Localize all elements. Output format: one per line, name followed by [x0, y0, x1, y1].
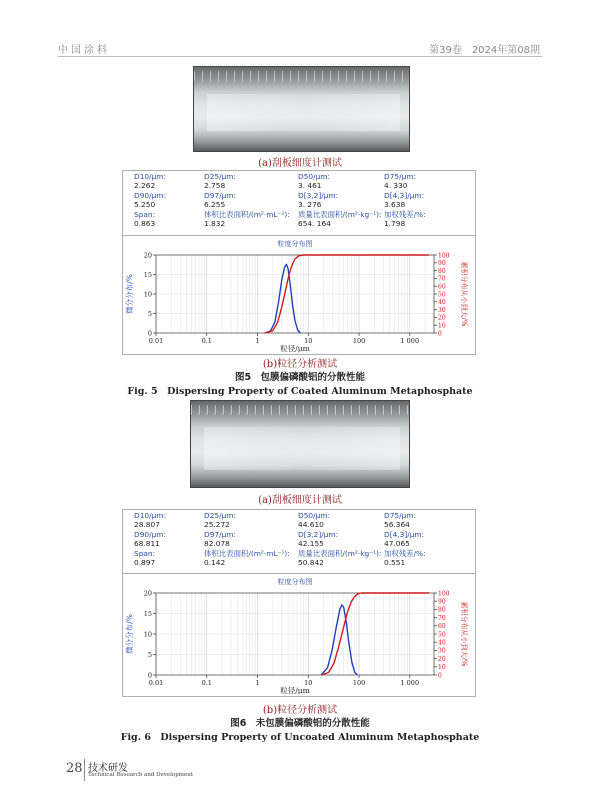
y-tick-label: 0	[147, 329, 152, 338]
gauge-strip	[207, 94, 401, 131]
stat-label: Span:	[134, 210, 156, 219]
stat-value: 6.255	[204, 199, 226, 209]
stat-value: 5.250	[134, 199, 156, 209]
stat-value: 68.811	[134, 538, 160, 548]
x-tick-label: 1	[255, 679, 260, 687]
gauge-scale	[194, 71, 409, 81]
y2-tick-label: 50	[438, 291, 446, 299]
stat-cell	[134, 192, 166, 209]
stat-value: 4. 330	[384, 180, 408, 190]
stat-label: D90/μm:	[134, 191, 166, 200]
fig5-gauge-photo	[193, 66, 410, 152]
stat-cell	[298, 531, 338, 548]
fig5-title-cn: 图5 包膜偏磷酸铝的分散性能	[234, 372, 366, 383]
stat-label: D50/μm:	[298, 172, 330, 181]
stat-cell	[298, 512, 330, 529]
y-tick-label: 10	[143, 630, 152, 639]
x-axis-label: 粒径/μm	[280, 686, 310, 695]
density-curve	[321, 605, 357, 675]
x-tick-label: 1 000	[400, 337, 420, 345]
y2-tick-label: 70	[438, 614, 446, 622]
gauge-strip	[204, 427, 400, 470]
y-tick-label: 10	[143, 290, 152, 299]
stat-cell	[134, 211, 155, 228]
stat-value: 0.142	[204, 557, 226, 567]
header-rule	[58, 56, 542, 57]
stat-cell	[134, 512, 166, 529]
footer-rule	[84, 759, 85, 781]
y2-tick-label: 60	[438, 283, 446, 291]
stat-label: 质量比表面积/(m²·kg⁻¹):	[298, 549, 382, 558]
stat-label: D10/μm:	[134, 172, 166, 181]
fig5-photo-caption: (a)刮板细度计测试	[258, 158, 342, 169]
stat-label: D75/μm:	[384, 511, 416, 520]
stat-value: 3.638	[384, 199, 406, 209]
y2-tick-label: 60	[438, 623, 446, 631]
fig6-title-en: Fig. 6 Dispersing Property of Uncoated Aluminum Metaphosphate	[120, 732, 480, 743]
y2-tick-label: 90	[438, 598, 446, 606]
fig6-title-cn: 图6 未包膜偏磷酸铝的分散性能	[230, 718, 370, 729]
y-axis-label: 微分分布/%	[125, 274, 134, 314]
stat-value: 0.897	[134, 557, 156, 567]
y-tick-label: 15	[143, 609, 152, 618]
stat-value: 47.065	[384, 538, 410, 548]
stat-value: 0.863	[134, 218, 156, 228]
section-title-en: Technical Research and Development	[88, 772, 193, 778]
stat-value: 1.798	[384, 218, 406, 228]
x-tick-label: 100	[352, 679, 366, 687]
stat-cell	[298, 173, 330, 190]
stat-label: Span:	[134, 549, 156, 558]
fig5-chart	[122, 235, 474, 353]
y2-tick-label: 40	[438, 639, 446, 647]
y-tick-label: 15	[143, 270, 152, 279]
stat-value: 82.078	[204, 538, 230, 548]
x-tick-label: 0.1	[201, 679, 212, 687]
page-number: 28	[66, 761, 83, 776]
x-axis-label: 粒径/μm	[280, 344, 310, 353]
y2-tick-label: 0	[438, 672, 442, 680]
stat-label: 加权残差/%:	[384, 210, 426, 219]
x-tick-label: 0.1	[201, 337, 212, 345]
stat-cell	[384, 211, 426, 228]
stat-cell	[384, 512, 416, 529]
stat-cell	[204, 211, 290, 228]
stat-value: 50.842	[298, 557, 324, 567]
stat-cell	[134, 173, 166, 190]
stat-label: D[4,3]/μm:	[384, 191, 425, 200]
stat-value: 42.155	[298, 538, 324, 548]
stat-label: D10/μm:	[134, 511, 166, 520]
y2-tick-label: 40	[438, 299, 446, 307]
stat-label: D25/μm:	[204, 511, 236, 520]
x-tick-label: 10	[304, 679, 313, 687]
stat-cell	[134, 531, 166, 548]
stat-label: D25/μm:	[204, 172, 236, 181]
stat-value: 3. 461	[298, 180, 322, 190]
y-axis-label: 微分分布/%	[125, 614, 134, 654]
y-tick-label: 5	[147, 309, 152, 318]
stat-value: 28.807	[134, 519, 160, 529]
fig6-chart-caption: (b)粒径分析测试	[262, 705, 338, 716]
stat-cell	[384, 192, 424, 209]
stat-label: D97/μm:	[204, 530, 236, 539]
y2-axis-label: 累积分布从小到大/%	[460, 261, 468, 327]
stat-value: 0.551	[384, 557, 406, 567]
fig6-photo-caption: (a)刮板细度计测试	[258, 495, 342, 506]
y2-axis-label: 累积分布从小到大/%	[460, 601, 468, 667]
journal-name: 中国涂料	[58, 45, 110, 56]
x-tick-label: 0.01	[148, 337, 164, 345]
y2-tick-label: 30	[438, 647, 446, 655]
stat-value: 2.262	[134, 180, 156, 190]
issue-info: 第39卷 2024年第08期	[429, 45, 540, 56]
y2-tick-label: 20	[438, 655, 446, 663]
stat-cell	[298, 211, 381, 228]
y2-tick-label: 50	[438, 631, 446, 639]
y-tick-label: 20	[143, 589, 152, 598]
stat-label: 加权残差/%:	[384, 549, 426, 558]
chart-title: 粒度分布图	[277, 578, 313, 586]
stat-value: 654. 164	[298, 218, 331, 228]
y-tick-label: 5	[147, 650, 152, 659]
chart-title: 粒度分布图	[277, 240, 313, 248]
y2-tick-label: 100	[438, 590, 450, 598]
stat-cell	[298, 192, 338, 209]
stat-label: D97/μm:	[204, 191, 236, 200]
stat-cell	[204, 550, 290, 567]
stat-cell	[204, 531, 236, 548]
stat-value: 25.272	[204, 519, 230, 529]
y2-tick-label: 20	[438, 314, 446, 322]
stat-label: D[3,2]/μm:	[298, 530, 339, 539]
fig5-chart-caption: (b)粒径分析测试	[262, 359, 338, 370]
y2-tick-label: 80	[438, 267, 446, 275]
stat-label: D50/μm:	[298, 511, 330, 520]
y2-tick-label: 80	[438, 606, 446, 614]
stat-cell	[384, 173, 416, 190]
y2-tick-label: 100	[438, 252, 450, 260]
x-tick-label: 100	[352, 337, 366, 345]
y2-tick-label: 90	[438, 260, 446, 268]
stat-label: D[4,3]/μm:	[384, 530, 425, 539]
stat-value: 3. 276	[298, 199, 322, 209]
x-tick-label: 10	[304, 337, 313, 345]
fig5-title-en: Fig. 5 Dispersing Property of Coated Aluminum Metaphosphate	[127, 386, 473, 397]
y-tick-label: 20	[143, 251, 152, 260]
stat-cell	[384, 550, 426, 567]
fig6-gauge-photo	[190, 400, 410, 488]
gauge-scale	[191, 405, 409, 415]
stat-value: 2.758	[204, 180, 226, 190]
stat-cell	[298, 550, 381, 567]
section-title-cn: 技术研发	[88, 763, 128, 774]
stat-value: 1.832	[204, 218, 226, 228]
stat-cell	[204, 173, 236, 190]
stat-label: D[3,2]/μm:	[298, 191, 339, 200]
fig6-chart	[122, 573, 474, 695]
stat-cell	[134, 550, 155, 567]
stat-cell	[204, 512, 236, 529]
stat-value: 56.364	[384, 519, 410, 529]
y2-tick-label: 70	[438, 275, 446, 283]
stat-cell	[384, 531, 424, 548]
y-tick-label: 0	[147, 671, 152, 680]
y2-tick-label: 0	[438, 330, 442, 338]
stat-label: 体积比表面积/(m²·mL⁻¹):	[204, 549, 290, 558]
y2-tick-label: 10	[438, 664, 446, 672]
y2-tick-label: 10	[438, 322, 446, 330]
stat-cell	[204, 192, 236, 209]
x-tick-label: 0.01	[148, 679, 164, 687]
stat-value: 44.610	[298, 519, 324, 529]
y2-tick-label: 30	[438, 306, 446, 314]
x-tick-label: 1	[255, 337, 260, 345]
stat-label: 体积比表面积/(m²·mL⁻¹):	[204, 210, 290, 219]
stat-label: D75/μm:	[384, 172, 416, 181]
x-tick-label: 1 000	[400, 679, 420, 687]
stat-label: 质量比表面积/(m²·kg⁻¹):	[298, 210, 382, 219]
stat-label: D90/μm:	[134, 530, 166, 539]
